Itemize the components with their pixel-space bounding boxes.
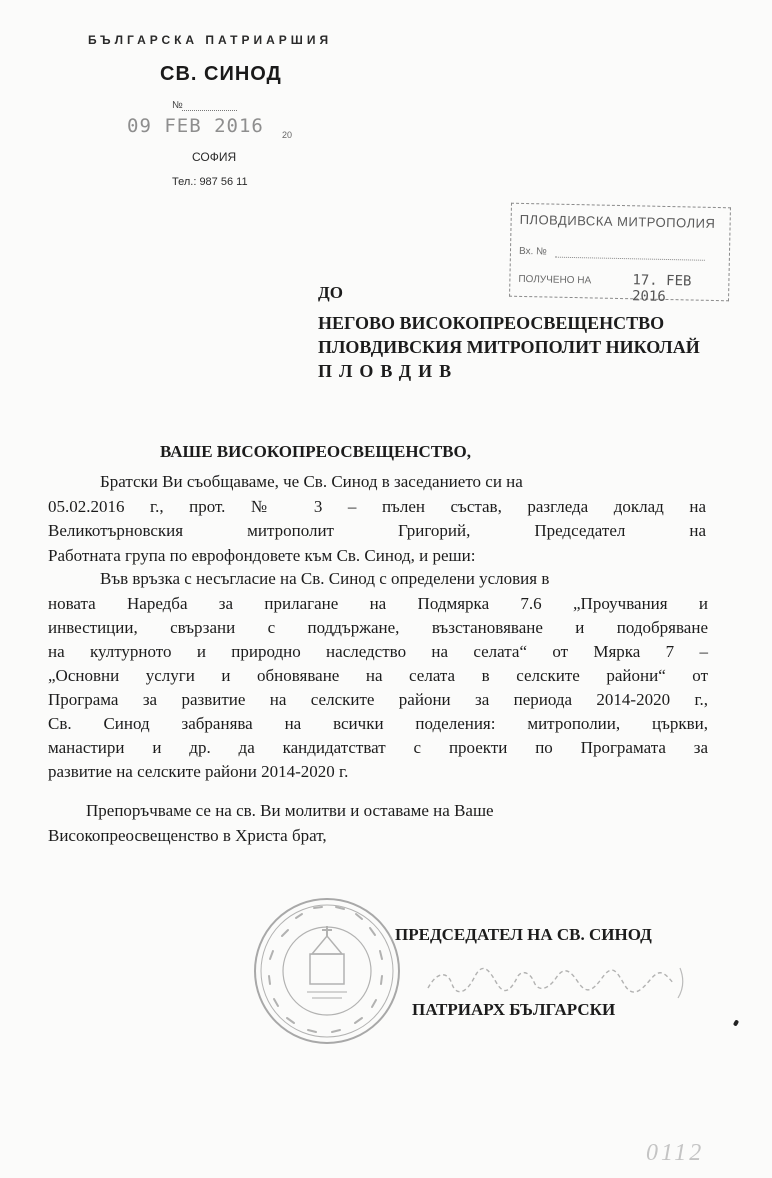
incoming-registration-stamp <box>509 203 731 305</box>
body-line: Програма за развитие на селските райони за периода 2014-2020 г., <box>48 690 708 709</box>
addressee-to: ДО <box>318 283 343 302</box>
addressee-city: ПЛОВДИВ <box>318 361 459 381</box>
handwritten-signature-icon <box>418 958 688 1002</box>
body-line: инвестиции, свързани с поддържане, възстановяване и подобряване <box>48 618 708 637</box>
letterhead-phone: Тел.: 987 56 11 <box>172 176 248 188</box>
incoming-stamp-received-label: ПОЛУЧЕНО НА <box>518 273 592 287</box>
letterhead-year-suffix: 20 <box>282 130 293 140</box>
page-mark: 0112 <box>646 1140 705 1166</box>
incoming-stamp-title: ПЛОВДИВСКА МИТРОПОЛИЯ <box>519 211 716 231</box>
body-line: развитие на селските райони 2014-2020 г. <box>48 762 349 781</box>
body-line: Във връзка с несъгласие на Св. Синод с определени условия в <box>100 569 550 588</box>
letterhead-number-line <box>182 110 237 111</box>
body-line: манастири и др. да кандидатстват с проекти по Програмата за <box>48 738 708 757</box>
addressee-title: НЕГОВО ВИСОКОПРЕОСВЕЩЕНСТВО <box>318 313 665 333</box>
body-line: „Основни услуги и обновяване на селата в селските райони“ от <box>48 666 708 685</box>
letterhead-number-label: № <box>172 100 183 111</box>
letterhead-city: СОФИЯ <box>192 150 237 164</box>
incoming-stamp-received-date: 17. FEB 2016 <box>631 272 692 305</box>
incoming-stamp-number-label: Вх. № <box>518 245 547 258</box>
salutation: ВАШЕ ВИСОКОПРЕОСВЕЩЕНСТВО, <box>160 442 471 461</box>
round-seal-icon <box>252 896 402 1046</box>
letterhead-institution: СВ. СИНОД <box>160 63 282 85</box>
addressee-name: ПЛОВДИВСКИЯ МИТРОПОЛИТ НИКОЛАЙ <box>318 337 700 357</box>
letterhead-organization: БЪЛГАРСКА ПАТРИАРШИЯ <box>88 33 333 47</box>
body-line: Препоръчваме се на св. Ви молитви и оставаме на Ваше <box>86 801 494 820</box>
body-line: Работната група по еврофондовете към Св. Синод, и реши: <box>48 546 476 565</box>
outgoing-date-stamp: 09 FEB 2016 <box>127 115 264 137</box>
incoming-stamp-number-line <box>555 257 705 261</box>
body-line: Великотърновския митрополит Григорий, Председател на <box>48 521 706 540</box>
ink-mark <box>733 1019 739 1026</box>
body-line: Високопреосвещенство в Христа брат, <box>48 826 327 845</box>
signatory-title: ПРЕДСЕДАТЕЛ НА СВ. СИНОД <box>395 925 652 944</box>
body-line: на културното и природно наследство на селата“ от Мярка 7 – <box>48 642 708 661</box>
signatory-name: ПАТРИАРХ БЪЛГАРСКИ <box>412 1000 616 1019</box>
body-line: новата Наредба за прилагане на Подмярка 7.6 „Проучвания и <box>48 594 708 613</box>
body-line: 05.02.2016 г., прот. № 3 – пълен състав, разгледа доклад на <box>48 497 706 516</box>
body-line: Св. Синод забранява на всички поделения: митрополии, църкви, <box>48 714 708 733</box>
body-line: Братски Ви съобщаваме, че Св. Синод в заседанието си на <box>100 472 523 491</box>
